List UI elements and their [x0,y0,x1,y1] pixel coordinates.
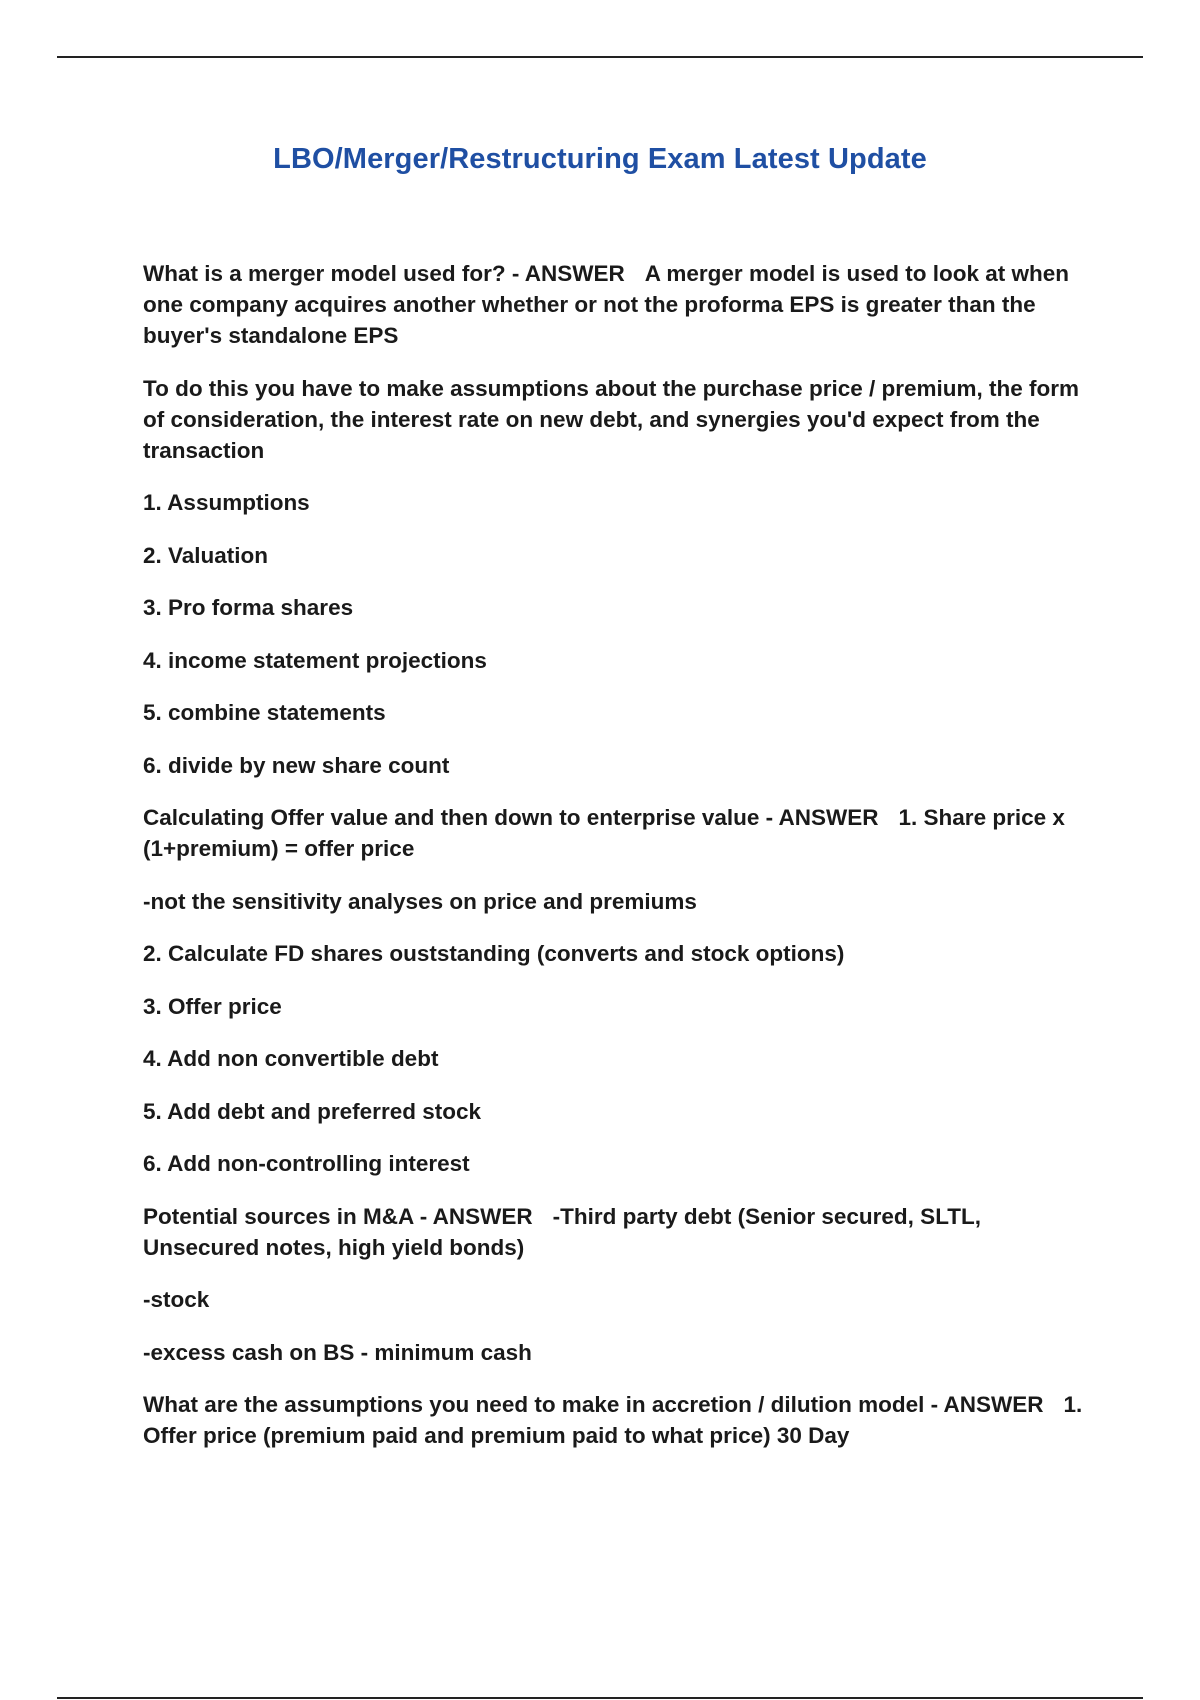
list-item: 5. Add debt and preferred stock [143,1098,481,1124]
list-item: 2. Calculate FD shares ouststanding (converts and stock options) [143,941,845,966]
footer-rule [57,1697,1143,1699]
question-text: Calculating Offer value and then down to enterprise value - ANSWER [143,805,879,830]
list-item: 2. Valuation [143,542,269,568]
list-item: 3. Pro forma shares [143,595,354,620]
question-text: What is a merger model used for? - ANSWER [143,261,625,286]
list-item: -stock [143,1287,210,1312]
question-text: Potential sources in M&A - ANSWER [143,1203,533,1229]
list-item: 6. Add non-controlling interest [143,1151,470,1176]
qa-paragraph [143,1201,1103,1263]
answer-text: A merger model is used to look at when one company acquires another whether or not the proforma EPS is greater than the buyer's standalone EPS [143,261,1069,348]
list-item: -excess cash on BS - minimum cash [143,1339,532,1365]
document-body [143,258,1103,1473]
qa-paragraph [143,258,1103,351]
list-item: 4. Add non convertible debt [143,1046,439,1071]
header-rule [57,56,1143,58]
list-item: 6. divide by new share count [143,752,450,778]
document-title: LBO/Merger/Restructuring Exam Latest Update [273,143,927,175]
list-item: 3. Offer price [143,993,282,1019]
paragraph: To do this you have to make assumptions about the purchase price / premium, the form of consideration, the interest rate on new debt, and synergies you'd expect from the transaction [143,375,1080,463]
list-item: 4. income statement projections [143,647,487,673]
list-item: -not the sensitivity analyses on price and premiums [143,888,697,914]
answer-text: 1. Share price x (1+premium) = offer price [143,805,1065,861]
qa-paragraph [143,1389,1103,1451]
answer-text: 1. Offer price (premium paid and premium paid to what price) 30 Day [143,1392,1083,1448]
qa-paragraph [143,802,1103,864]
question-text: What are the assumptions you need to make in accretion / dilution model - ANSWER [143,1392,1044,1417]
list-item: 1. Assumptions [143,490,310,515]
list-item: 5. combine statements [143,700,386,725]
answer-text: -Third party debt (Senior secured, SLTL, Unsecured notes, high yield bonds) [143,1203,982,1260]
